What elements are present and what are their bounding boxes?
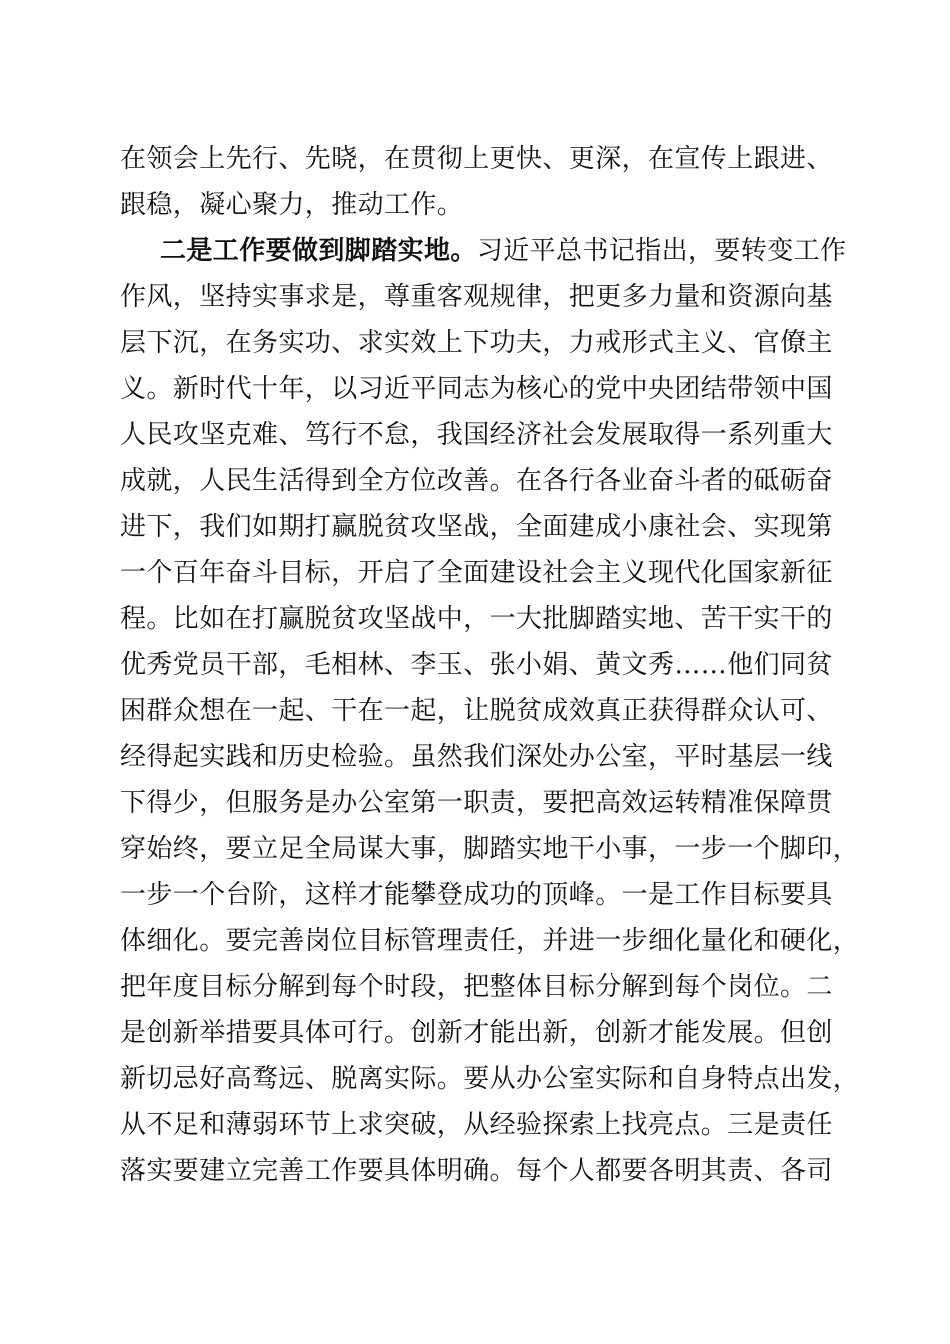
text-line: 新切忌好高骛远、脱离实际。要从办公室实际和自身特点出发， [120,1064,860,1094]
text-line: 落实要建立完善工作要具体明确。每个人都要各明其责、各司 [120,1156,833,1186]
text-line: 把年度目标分解到每个时段，把整体目标分解到每个岗位。二 [120,972,833,1002]
text-line: 进下，我们如期打赢脱贫攻坚战，全面建成小康社会、实现第 [120,512,833,542]
text-line: 优秀党员干部，毛相林、李玉、张小娟、黄文秀……他们同贫 [120,650,833,680]
text-line: 体细化。要完善岗位目标管理责任，并进一步细化量化和硬化， [120,926,860,956]
text-line: 程。比如在打赢脱贫攻坚战中，一大批脚踏实地、苦干实干的 [120,604,833,634]
text-line: 层下沉，在务实功、求实效上下功夫，力戒形式主义、官僚主 [120,328,833,358]
paragraph-first-line [160,229,847,273]
text-line: 成就，人民生活得到全方位改善。在各行各业奋斗者的砥砺奋 [120,466,833,496]
text-line: 人民攻坚克难、笃行不怠，我国经济社会发展取得一系列重大 [120,420,833,450]
text-line: 经得起实践和历史检验。虽然我们深处办公室，平时基层一线 [120,742,833,772]
text-span: 习近平总书记指出，要转变工作 [476,236,847,266]
paragraph-heading: 二是工作要做到脚踏实地。 [160,236,477,266]
text-line: 一步一个台阶，这样才能攀登成功的顶峰。一是工作目标要具 [120,880,833,910]
text-line: 从不足和薄弱环节上求突破，从经验探索上找亮点。三是责任 [120,1110,833,1140]
text-line: 下得少，但服务是办公室第一职责，要把高效运转精准保障贯 [120,788,833,818]
text-line: 一个百年奋斗目标，开启了全面建设社会主义现代化国家新征 [120,558,833,588]
text-line: 在领会上先行、先晓，在贯彻上更快、更深，在宣传上跟进、 [120,144,833,174]
text-line: 困群众想在一起、干在一起，让脱贫成效真正获得群众认可、 [120,696,833,726]
text-line: 是创新举措要具体可行。创新才能出新，创新才能发展。但创 [120,1018,833,1048]
text-line: 穿始终，要立足全局谋大事，脚踏实地干小事，一步一个脚印， [120,834,860,864]
text-line: 义。新时代十年，以习近平同志为核心的党中央团结带领中国 [120,374,833,404]
text-line: 跟稳，凝心聚力，推动工作。 [120,190,464,220]
text-line: 作风，坚持实事求是，尊重客观规律，把更多力量和资源向基 [120,282,833,312]
